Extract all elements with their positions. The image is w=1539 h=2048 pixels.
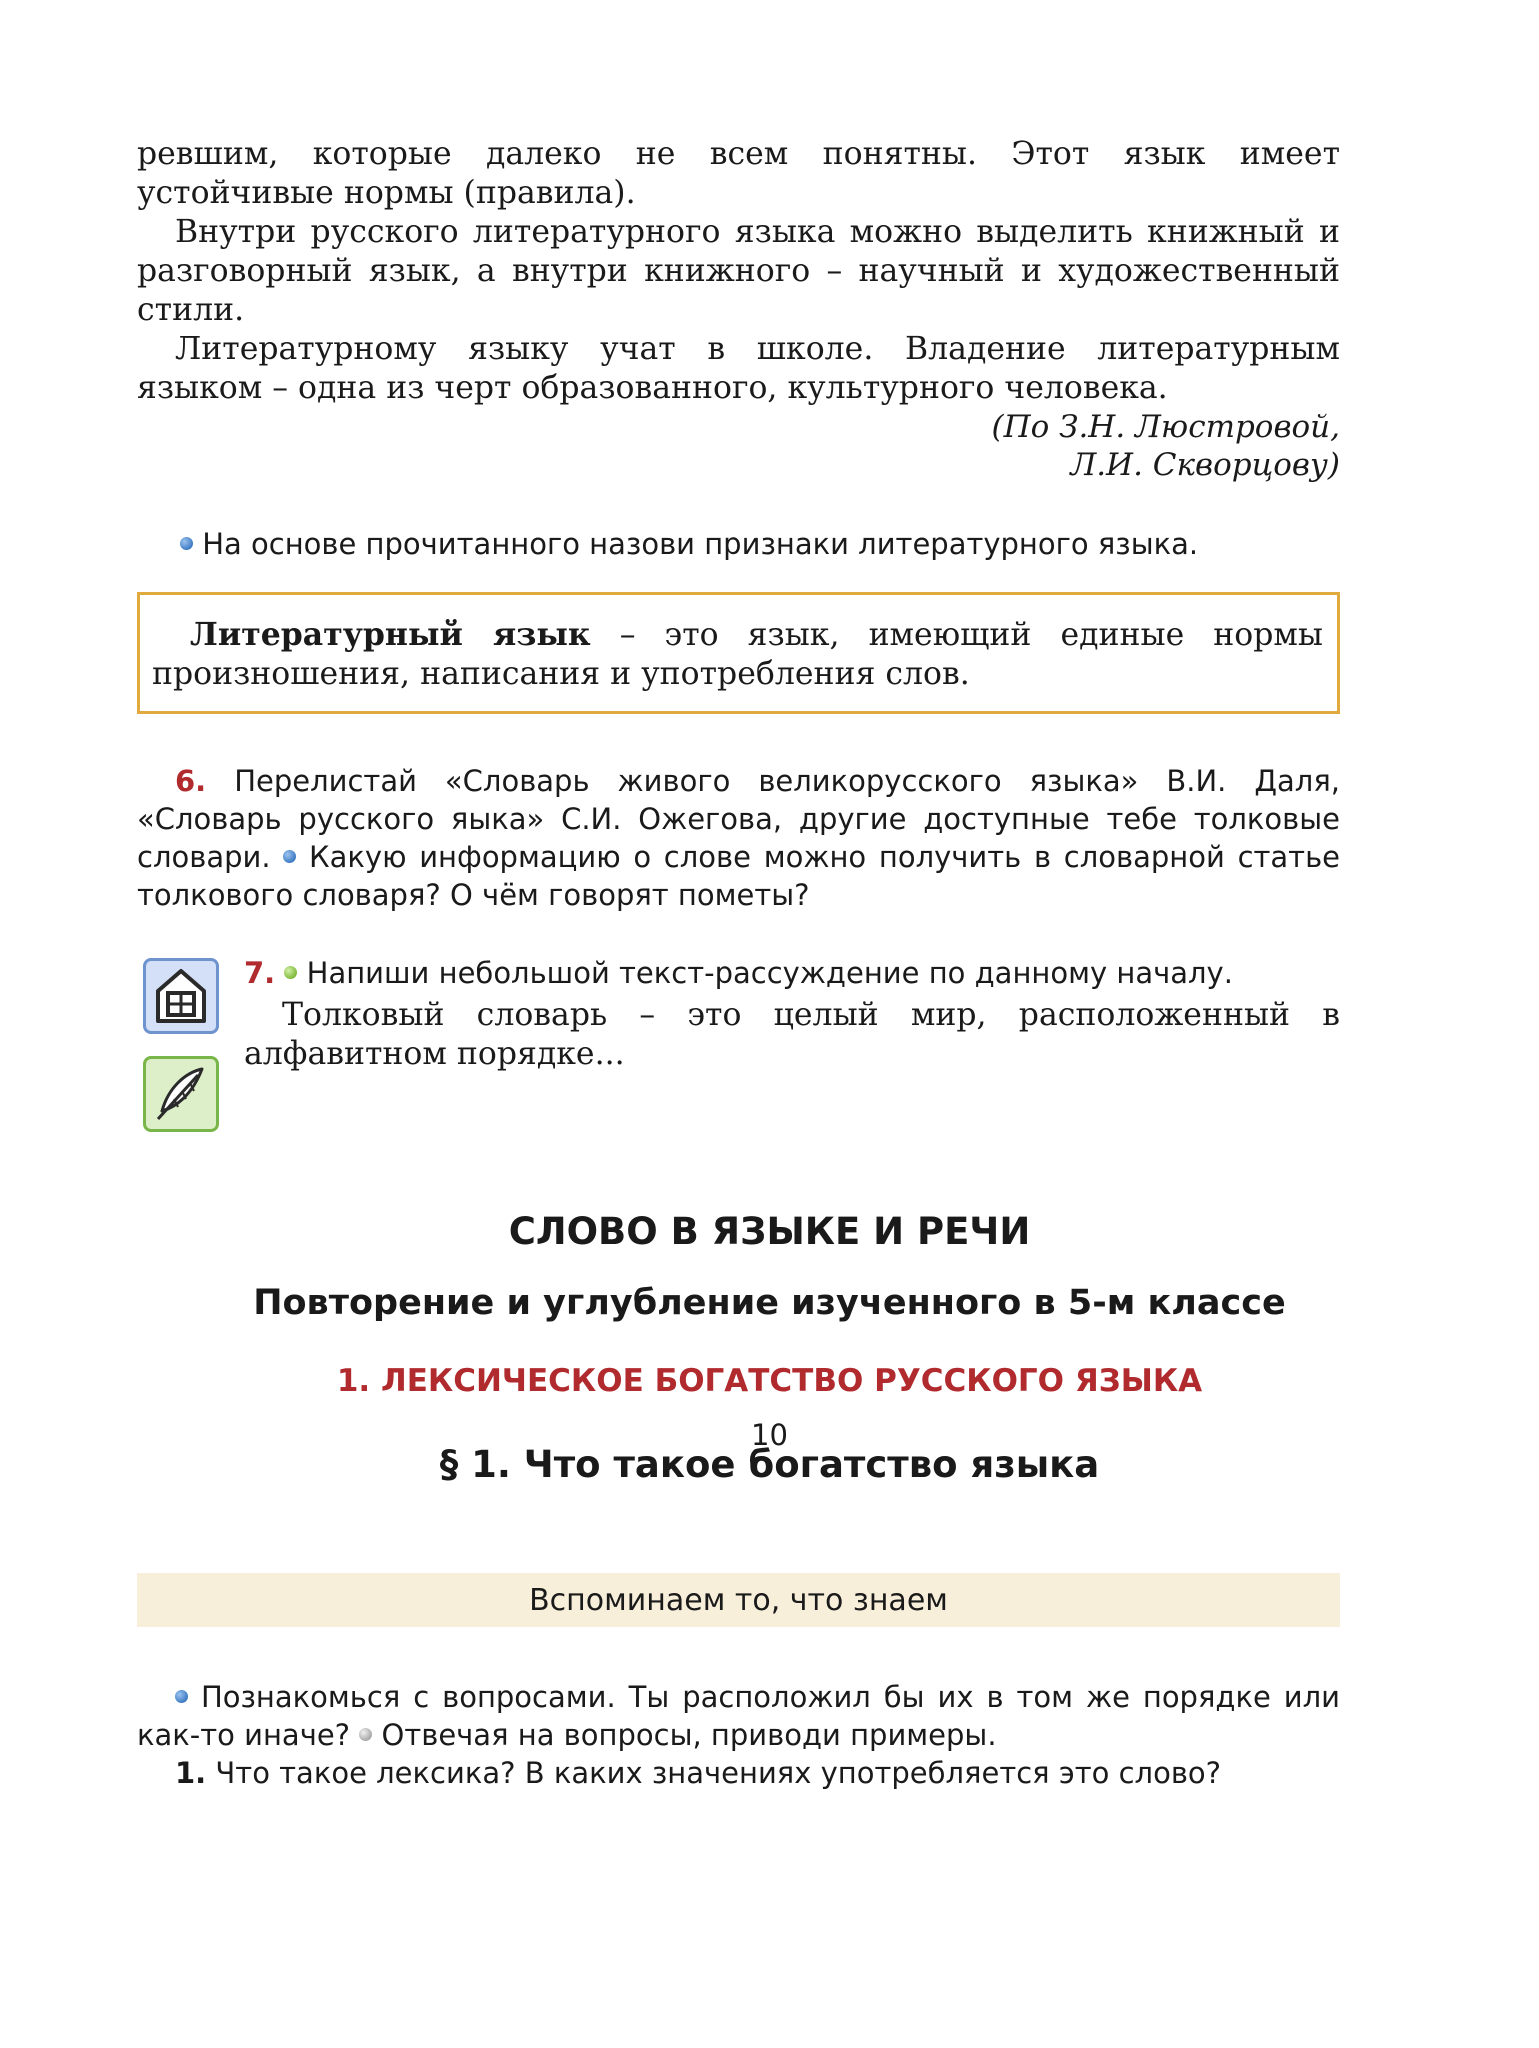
reading-block [137, 135, 1340, 484]
feather-quill-icon [143, 1056, 219, 1132]
questions-block [137, 1678, 1340, 1792]
paragraph-heading: § 1. Что такое богатство языка [439, 1443, 1100, 1486]
sub-heading: Повторение и углубление изученного в 5-м классе [253, 1283, 1286, 1323]
blue-bullet-icon [175, 1690, 188, 1703]
rule-box [137, 592, 1340, 714]
task-6-text-a: Перелистай «Словарь живого великорусского языка» В.И. Даля, «Словарь русского яыка» С.И. Ожегова, другие доступные тебе толковые словари. [137, 764, 1341, 874]
section-heading: 1. ЛЕКСИЧЕСКОЕ БОГАТСТВО РУССКОГО ЯЗЫКА [336, 1363, 1203, 1399]
question-1-number: 1. [175, 1756, 207, 1790]
reading-paragraph-2: Внутри русского литературного языка можно выделить книжный и разговорный язык, а внутри книжного – научный и художественный стили. [137, 214, 1340, 328]
task-7-number: 7. [244, 956, 276, 990]
gray-bullet-icon [359, 1728, 372, 1741]
blue-bullet-icon [283, 850, 296, 863]
blue-bullet-icon [180, 537, 193, 550]
reading-question [137, 525, 1340, 563]
page-number: 10 [751, 1418, 788, 1452]
recall-band-label: Вспоминаем то, что знаем [529, 1582, 948, 1618]
task-7-start: Толковый словарь – это целый мир, расположенный в алфавитном порядке... [244, 997, 1340, 1072]
questions-intro-b: Отвечая на вопросы, приводи примеры. [381, 1718, 997, 1752]
question-text: На основе прочитанного назови признаки литературного языка. [202, 527, 1199, 561]
task-6-number: 6. [175, 764, 207, 798]
question-1-text: Что такое лексика? В каких значениях употребляется это слово? [215, 1756, 1222, 1790]
recall-band [137, 1573, 1340, 1627]
house-window-icon [143, 958, 219, 1034]
main-heading: СЛОВО В ЯЗЫКЕ И РЕЧИ [508, 1210, 1031, 1253]
rule-term: Литературный язык [190, 616, 591, 653]
reading-paragraph-3: Литературному языку учат в школе. Владение литературным языком – одна из черт образованного, культурного человека. [137, 331, 1340, 406]
attribution-line-2: Л.И. Скворцову) [1070, 447, 1340, 483]
task-6 [137, 762, 1340, 914]
green-bullet-icon [284, 966, 297, 979]
rule-definition: – это язык, имеющий единые нормы произношения, написания и употребления слов. [152, 617, 1323, 692]
attribution-line-1: (По З.Н. Люстровой, [991, 409, 1340, 445]
questions-intro-a: Познакомься с вопросами. Ты расположил бы их в том же порядке или как-то иначе? [137, 1680, 1340, 1752]
reading-paragraph-1: ревшим, которые далеко не всем понятны. Этот язык имеет устойчивые нормы (правила). [137, 136, 1340, 211]
task-6-text-b: Какую информацию о слове можно получить в словарной статье толкового словаря? О чём говорят пометы? [137, 840, 1340, 912]
task-7 [244, 954, 1340, 1074]
task-7-text: Напиши небольшой текст-рассуждение по данному началу. [306, 956, 1233, 990]
